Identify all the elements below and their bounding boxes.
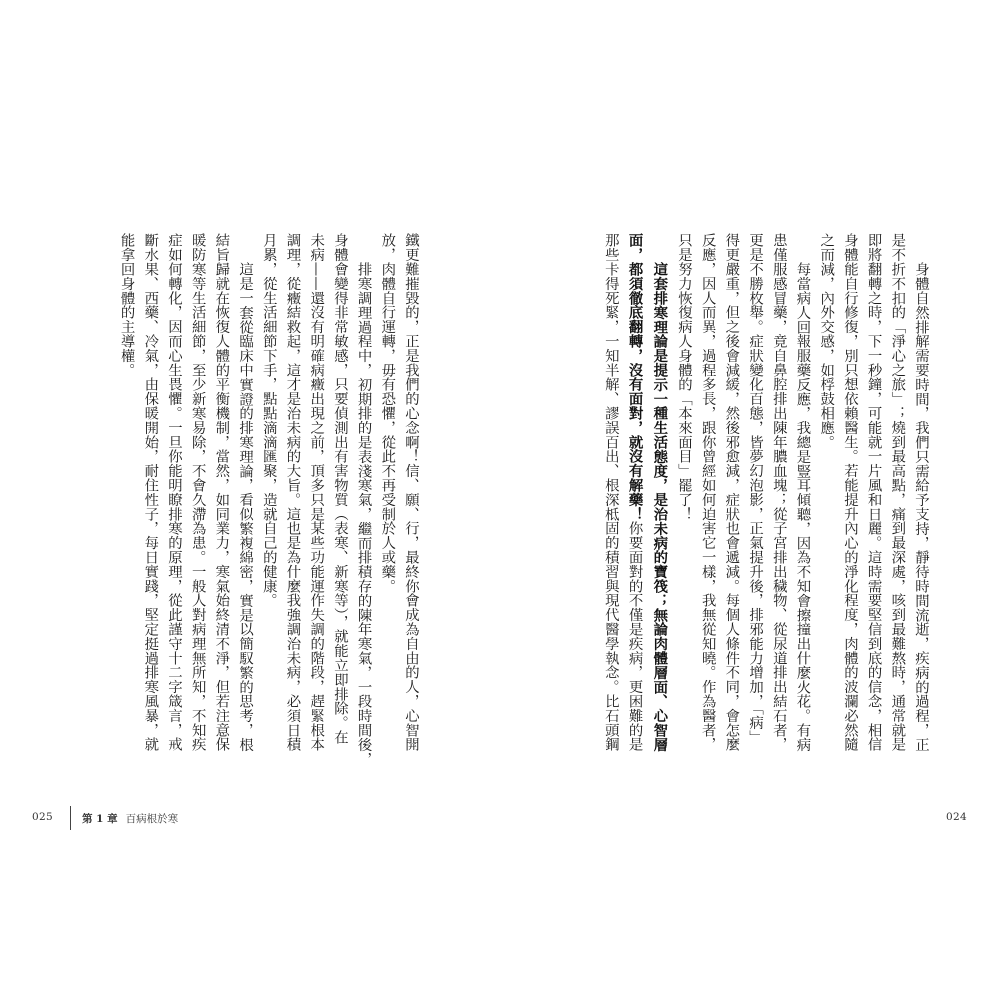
footer-divider bbox=[70, 806, 71, 830]
body-text: 即將翻轉之時，下一秒鐘，可能就一片風和日麗。這時需要堅信到底的信念，相信 bbox=[865, 233, 882, 752]
text-column bbox=[622, 233, 647, 773]
emphasis-text: 這套排寒理論是提示一種生活態度，是治未病的寶筏；無論肉體層面、心智層 bbox=[651, 261, 669, 752]
left-page-body bbox=[114, 233, 422, 773]
body-text: 每當病人回報服藥反應，我總是豎耳傾聽，因為不知會擦撞出什麼火花。有病 bbox=[794, 261, 811, 752]
body-text: 調理，從癥結救起，這才是治未病的大旨。這也是為什麼我強調治未病，必須日積 bbox=[284, 233, 301, 752]
body-text: 身體自然排解需要時間，我們只需給予支持，靜待時間流逝，疾病的過程，正 bbox=[913, 261, 929, 752]
text-column bbox=[398, 233, 422, 773]
emphasis-text: 面，都須徹底翻轉，沒有面對，就沒有解藥！ bbox=[626, 233, 644, 521]
chapter-label: 第 1 章 bbox=[82, 813, 118, 825]
page-number-right: 024 bbox=[946, 811, 967, 823]
body-text: 未病——還沒有明確病癥出現之前，頂多只是某些功能運作失調的階段，趕緊根本 bbox=[308, 233, 325, 752]
body-text: 患僅服感冒藥，竟自鼻腔排出陳年膿血塊；從子宮排出穢物、從尿道排出結石者， bbox=[770, 233, 787, 752]
running-head bbox=[82, 811, 178, 826]
text-column bbox=[790, 233, 814, 773]
body-text: 你要面對的不僅是疾病，更困難的是 bbox=[626, 521, 643, 752]
text-column bbox=[209, 233, 233, 773]
body-text: 排寒調理過程中，初期排的是表淺寒氣，繼而排積存的陳年寒氣，一段時間後， bbox=[355, 261, 372, 766]
text-column bbox=[861, 233, 885, 773]
text-column bbox=[885, 233, 909, 773]
body-text: 放，肉體自行運轉，毋有恐懼，從此不再受制於人或藥。 bbox=[379, 233, 396, 593]
body-text: 只是努力恢復病人身體的「本來面目」罷了！ bbox=[675, 233, 692, 521]
body-text: 這是一套從臨床中實證的排寒理論，看似繁複綿密，實是以簡馭繁的思考，根 bbox=[237, 261, 254, 752]
body-text: 得更嚴重，但之後會減緩，然後邪愈減，症狀也會遞減。每個人條件不同，會怎麼 bbox=[723, 233, 740, 752]
body-text: 反應，因人而異，過程多長，跟你曾經如何迫害它一樣，我無從知曉。作為醫者， bbox=[699, 233, 716, 752]
text-column bbox=[375, 233, 399, 773]
text-column bbox=[280, 233, 304, 773]
body-text: 結旨歸就在恢復人體的平衡機制，當然，如同業力，寒氣始終清不淨，但若注意保 bbox=[213, 233, 230, 752]
body-text: 斷水果、西藥、冷氣，由保暖開始，耐住性子，每日實踐，堅定挺過排寒風暴，就 bbox=[142, 233, 159, 752]
text-column bbox=[303, 233, 327, 773]
text-column bbox=[671, 233, 695, 773]
right-page-body bbox=[600, 233, 932, 773]
text-column bbox=[719, 233, 743, 773]
body-text: 那些卡得死緊，一知半解、謬誤百出、根深柢固的積習與現代醫學執念。比石頭鋼 bbox=[602, 233, 619, 752]
text-column bbox=[695, 233, 719, 773]
body-text: 更是不勝枚舉。症狀變化百態，皆夢幻泡影，正氣提升後，排邪能力增加，「病」 bbox=[747, 233, 764, 745]
text-column bbox=[256, 233, 280, 773]
body-text: 是不折不扣的「淨心之旅」；燒到最高點，痛到最深處，咳到最難熬時，通常就是 bbox=[889, 233, 906, 752]
text-column bbox=[908, 233, 932, 773]
body-text: 能拿回身體的主導權。 bbox=[118, 233, 135, 377]
body-text: 身體能自行修復，別只想依賴醫生。若能提升內心的淨化程度，肉體的波瀾必然隨 bbox=[841, 233, 858, 752]
text-column bbox=[327, 233, 351, 773]
text-column bbox=[351, 233, 375, 773]
text-column bbox=[598, 233, 622, 773]
text-column bbox=[185, 233, 209, 773]
body-text: 之而減，內外交感，如桴鼓相應。 bbox=[818, 233, 835, 449]
text-column bbox=[647, 233, 672, 773]
text-column bbox=[837, 233, 861, 773]
text-column bbox=[114, 233, 138, 773]
text-column bbox=[138, 233, 162, 773]
text-column bbox=[161, 233, 185, 773]
text-column bbox=[232, 233, 256, 773]
body-text: 月累，從生活細節下手，點點滴滴匯聚，造就自己的健康。 bbox=[260, 233, 277, 608]
text-column bbox=[813, 233, 837, 773]
body-text: 暖防寒等生活細節，至少新寒易除，不會久滯為患。一般人對病理無所知，不知疾 bbox=[189, 233, 206, 752]
page-number-left: 025 bbox=[32, 811, 53, 823]
body-text: 身體會變得非常敏感，只要偵測出有害物質（表寒、新寒等），就能立即排除。在 bbox=[331, 233, 348, 745]
text-column bbox=[742, 233, 766, 773]
body-text: 症如何轉化，因而心生畏懼。一旦你能明瞭排寒的原理，從此謹守十二字箴言，戒 bbox=[165, 233, 182, 752]
chapter-title: 百病根於寒 bbox=[125, 813, 179, 825]
text-column bbox=[766, 233, 790, 773]
body-text: 鐵更難摧毀的，正是我們的心念啊！信、願、行，最終你會成為自由的人，心智開 bbox=[403, 233, 419, 752]
